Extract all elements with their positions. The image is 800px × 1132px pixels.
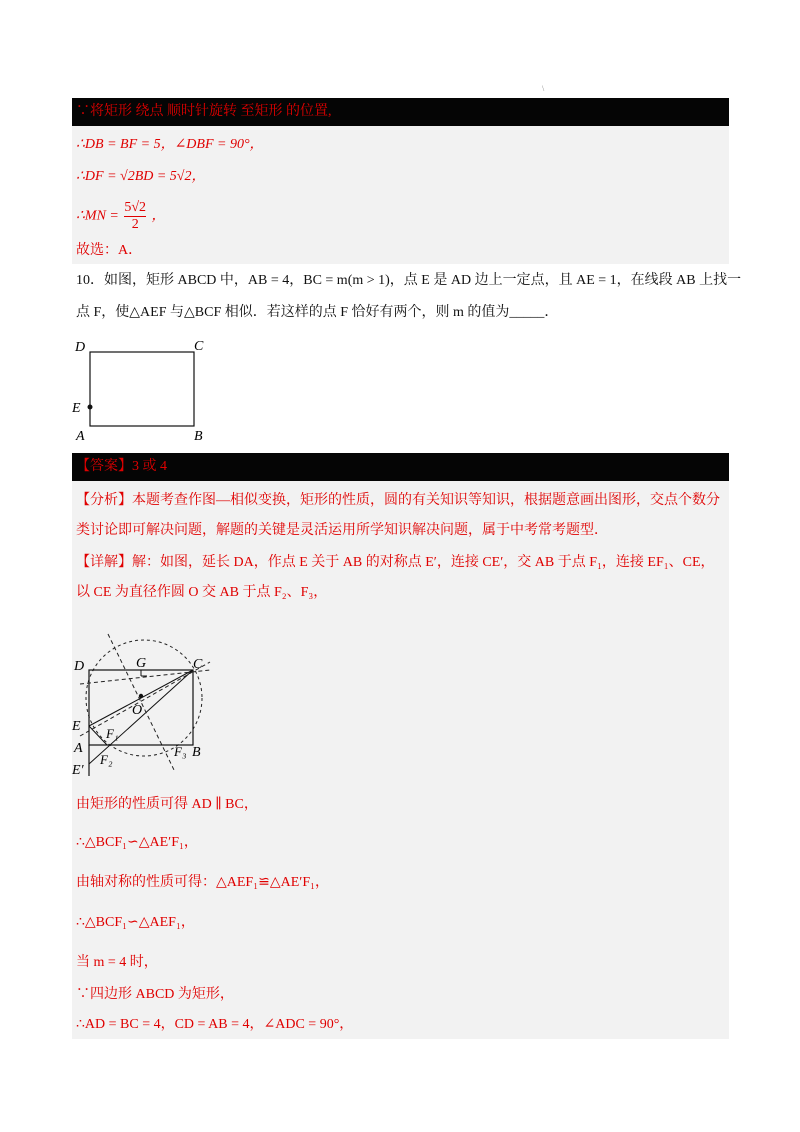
analysis-tag: 【分析】 [76, 493, 132, 508]
step-1: 由矩形的性质可得 AD ∥ BC， [76, 797, 258, 812]
label-e2: E [72, 719, 81, 734]
point-o [139, 694, 143, 698]
label-d: D [75, 340, 86, 355]
step-2: ∴△BCF₁∽△AE′F₁， [76, 835, 198, 850]
label-f2: F₂ [100, 752, 113, 767]
rectangle-figure [72, 334, 212, 446]
step-3: 由轴对称的性质可得：△AEF₁≌△AE′F₁， [76, 875, 329, 890]
label-c2: C [193, 657, 203, 672]
analysis-text: 本题考查作图—相似变换，矩形的性质，圆的有关知识等知识，根据题意画出图形，交点个数分类讨论即可解决问题，解题的关键是灵活运用所学知识解决问题，属于中考常考题型． [76, 493, 720, 538]
dashed-line-diagonal [80, 662, 210, 736]
mn-suffix: ， [151, 208, 166, 224]
mn-fraction [124, 200, 146, 233]
answer-text: 【答案】3 或 4 [76, 459, 167, 474]
choice-answer: 故选：A． [76, 243, 143, 258]
construction-figure [70, 626, 220, 782]
mn-prefix: ∴MN = [76, 208, 119, 224]
detail-text: 解：如图，延长 DA，作点 E 关于 AB 的对称点 E′，连接 CE′，交 AB 于点 F₁，连接 EF₁、CE，以 CE 为直径作圆 O 交 AB 于点 F₂、F₃， [76, 555, 715, 600]
step-5: 当 m = 4 时， [76, 955, 158, 970]
label-g: G [136, 656, 147, 671]
question-10-line1: 10．如图，矩形 ABCD 中，AB = 4，BC = m(m > 1)，点 E 是 AD 边上一定点，且 AE = 1，在线段 AB 上找一 [76, 273, 742, 288]
step-mn [76, 200, 166, 234]
label-e-prime: E′ [72, 763, 84, 778]
label-b2: B [192, 745, 201, 760]
step-6: ∵四边形 ABCD 为矩形， [76, 987, 234, 1002]
point-e [88, 405, 93, 410]
corner-mark: \ [542, 84, 545, 93]
step-df: ∴DF = √2BD = 5√2， [76, 169, 206, 184]
step-7: ∴AD = BC = 4，CD = AB = 4，∠ADC = 90°， [76, 1017, 354, 1032]
rectangle-abcd [90, 352, 194, 426]
label-f3: F₃ [174, 744, 187, 759]
label-d2: D [74, 659, 85, 674]
detail-paragraph [76, 548, 724, 608]
label-b: B [194, 429, 203, 444]
step-4: ∴△BCF₁∽△AEF₁， [76, 915, 195, 930]
answer-band [72, 453, 729, 481]
label-o: O [132, 703, 143, 718]
step-db-bf: ∴DB = BF = 5，∠DBF = 90°， [76, 137, 264, 152]
label-a2: A [74, 741, 83, 756]
rotation-statement: ∵将矩形 绕点 顺时针旋转 至矩形 的位置, [76, 104, 332, 119]
segment-ef1 [89, 726, 107, 745]
label-f1: F₁ [106, 726, 119, 741]
mn-denominator: 2 [131, 217, 139, 232]
label-c: C [194, 339, 204, 354]
label-e: E [72, 401, 81, 416]
mn-numerator: 5√2 [124, 200, 147, 215]
question-10-line2: 点 F，使△AEF 与△BCF 相似．若这样的点 F 恰好有两个，则 m 的值为_____． [76, 305, 559, 320]
analysis-paragraph [76, 486, 724, 546]
label-a: A [76, 429, 85, 444]
detail-tag: 【详解】 [76, 555, 132, 570]
